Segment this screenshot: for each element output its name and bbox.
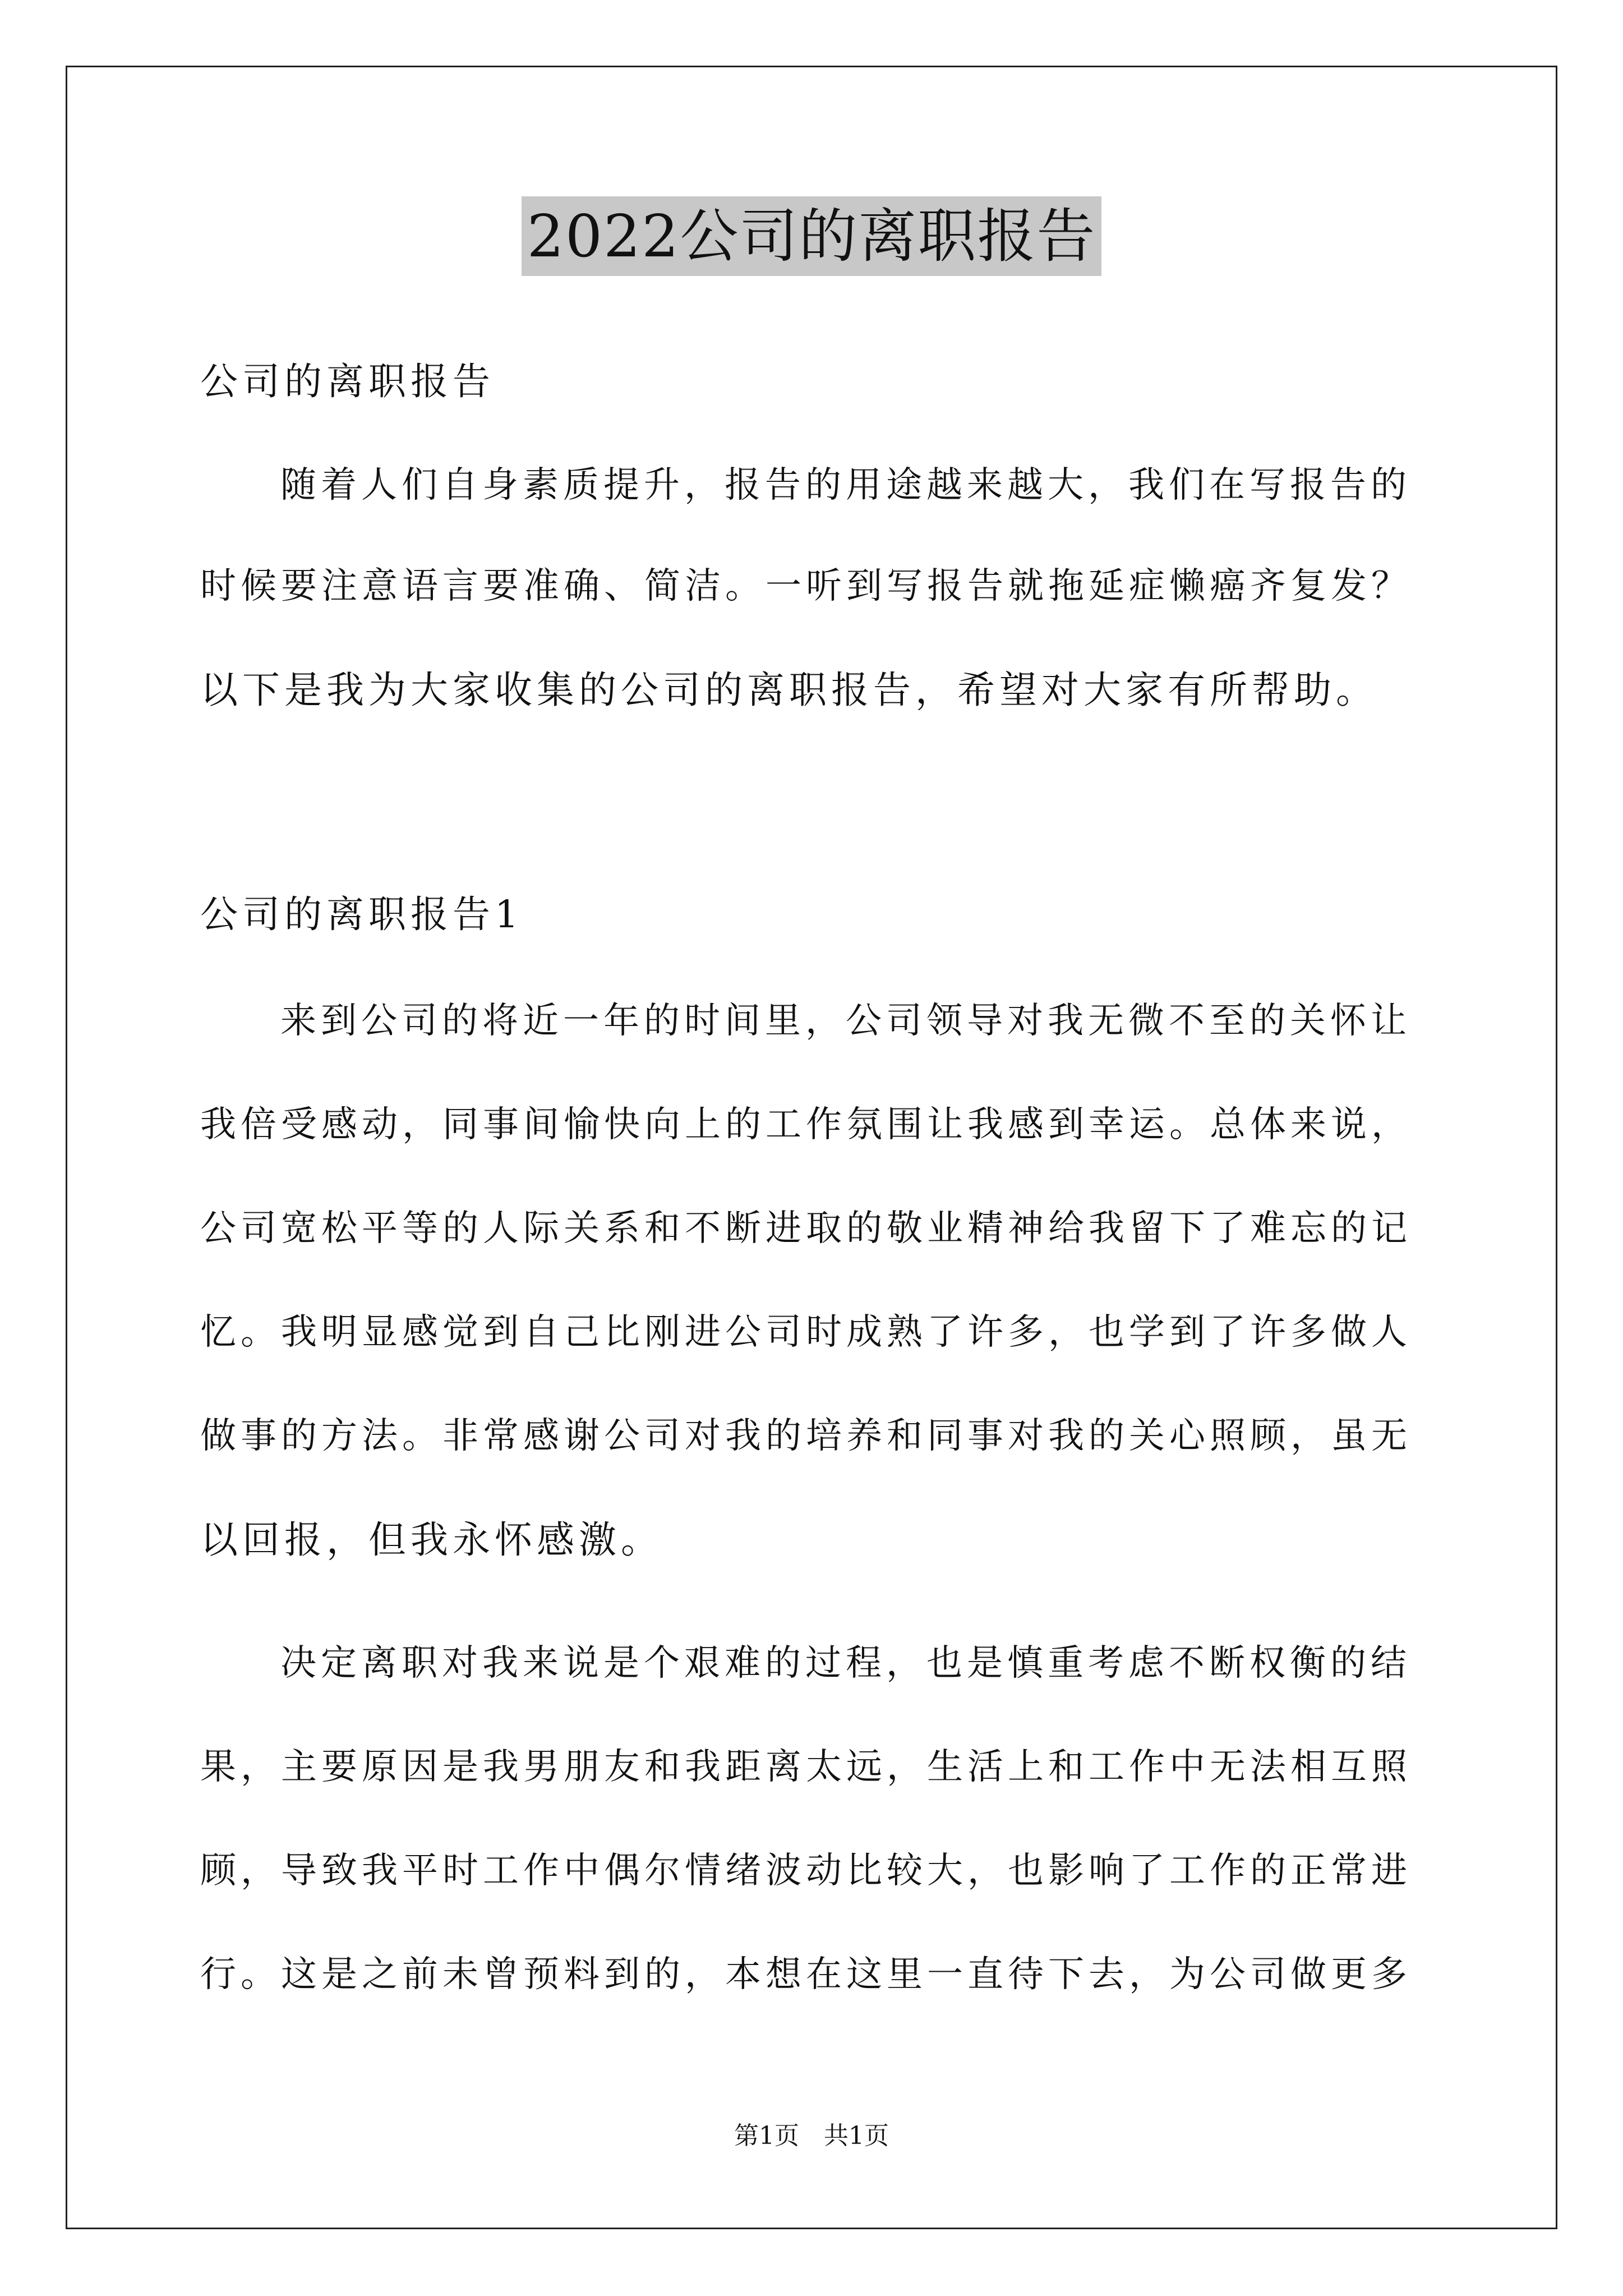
- paragraph-line: 以回报，但我永怀感激。: [200, 1518, 663, 1562]
- intro-line: 时候要注意语言要准确、简洁。一听到写报告就拖延症懒癌齐复发？: [200, 565, 1412, 607]
- paragraph-line: 行。这是之前未曾预料到的，本想在这里一直待下去，为公司做更多: [200, 1954, 1412, 1995]
- paragraph-line: 果，主要原因是我男朋友和我距离太远，生活上和工作中无法相互照: [200, 1746, 1412, 1788]
- paragraph-line: 忆。我明显感觉到自己比刚进公司时成熟了许多，也学到了许多做人: [200, 1312, 1412, 1353]
- paragraph-line: 决定离职对我来说是个艰难的过程，也是慎重考虑不断权衡的结: [280, 1642, 1411, 1684]
- paragraph-line: 顾，导致我平时工作中偶尔情绪波动比较大，也影响了工作的正常进: [200, 1850, 1412, 1892]
- paragraph-line: 来到公司的将近一年的时间里，公司领导对我无微不至的关怀让: [280, 1000, 1411, 1042]
- page-number-footer: 第1页 共1页: [734, 2122, 889, 2150]
- intro-line: 以下是我为大家收集的公司的离职报告，希望对大家有所帮助。: [200, 668, 1378, 712]
- intro-line: 随着人们自身素质提升，报告的用途越来越大，我们在写报告的: [280, 464, 1411, 506]
- document-title-wrap: [0, 196, 1623, 276]
- paragraph-line: 做事的方法。非常感谢公司对我的培养和同事对我的关心照顾，虽无: [200, 1415, 1412, 1457]
- section-heading: 公司的离职报告1: [200, 892, 523, 936]
- paragraph-line: 公司宽松平等的人际关系和不断进取的敬业精神给我留下了难忘的记: [200, 1208, 1412, 1249]
- subtitle: 公司的离职报告: [200, 360, 495, 403]
- paragraph-line: 我倍受感动，同事间愉快向上的工作氛围让我感到幸运。总体来说，: [200, 1104, 1412, 1145]
- document-title: 2022公司的离职报告: [522, 196, 1102, 276]
